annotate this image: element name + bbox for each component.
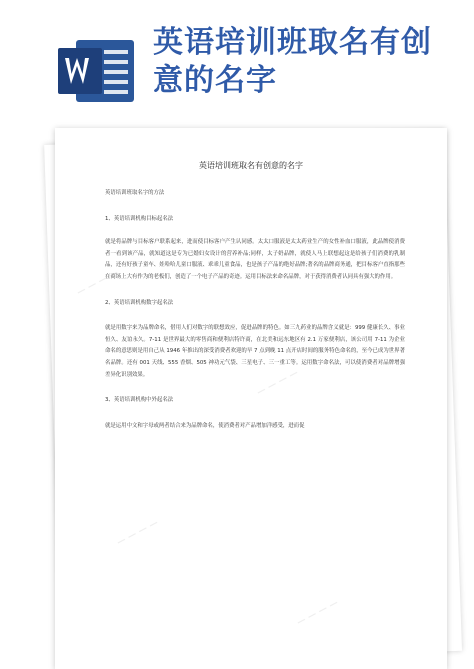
section1-paragraph: 就是将品牌与目标客户联系起来，进而使目标客户产生认同感。太太口服液是太太药业生产的女性补血口服液，此品牌使消费者一看到该产品，就知道这是专为已婚妇女设计的营养补品;同样，太子奶品牌，就使人马上联想起这是给孩子们消费的乳制品，还有好孩子童车、娃哈哈儿童口服液、乖乖儿童食品，也是孩子产品的绝好品牌;著名的品牌商务通，把目标客户直指那些在商场上大有作为的老板们，创造了一个电子产品的奇迹。运用目标法来命名品牌，对于获得消费者认同具有强大的作用。 bbox=[105, 239, 405, 280]
watermark: — — — — bbox=[255, 367, 301, 399]
word-icon bbox=[58, 38, 136, 104]
section3-paragraph: 就是运用中文和字母或两者结合来为品牌命名，使消费者对产品增加洋感受，进而促 bbox=[105, 422, 305, 429]
document-body bbox=[105, 188, 405, 432]
intro-line: 英语培训班取名字的方法 bbox=[105, 190, 165, 196]
banner bbox=[0, 0, 474, 125]
section2-paragraph: 就是用数字来为品牌命名，借用人们对数字的联想效应，促进品牌的特色。如三九药业的品牌含义就是：999 健康长久、事业恒久、友谊永久。7-11 是世界最大的零售商和便利店特许商，在北美和远东地区有 2.1 万家便利店，该公司用 7-11 为企业命名的意思则是用自己从 1946 年推出的深受消费者欢迎的早 7 点到晚 11 点开店时间的服务特色命名的，至今已成为世界著名品牌。还有 001 天线、555 香烟、505 神功元气袋、三星电子、三一重工等。运用数字命名法，可以使消费者对品牌增强差异化识别效果。 bbox=[105, 325, 405, 378]
watermark: — — — — bbox=[75, 267, 121, 299]
watermark: — — — — bbox=[115, 517, 161, 549]
document-page bbox=[55, 128, 447, 669]
section2-heading: 2、英语培训机构数字起名法 bbox=[105, 299, 174, 306]
banner-title: 英语培训班取名有创意的名字 bbox=[153, 25, 432, 98]
section1-heading: 1、英语培训机构目标起名法 bbox=[105, 215, 174, 222]
watermark: — — — — bbox=[295, 597, 341, 629]
section3-heading: 3、英语培训机构中外起名法 bbox=[105, 397, 174, 404]
document-title: 英语培训班取名有创意的名字 bbox=[199, 161, 303, 170]
